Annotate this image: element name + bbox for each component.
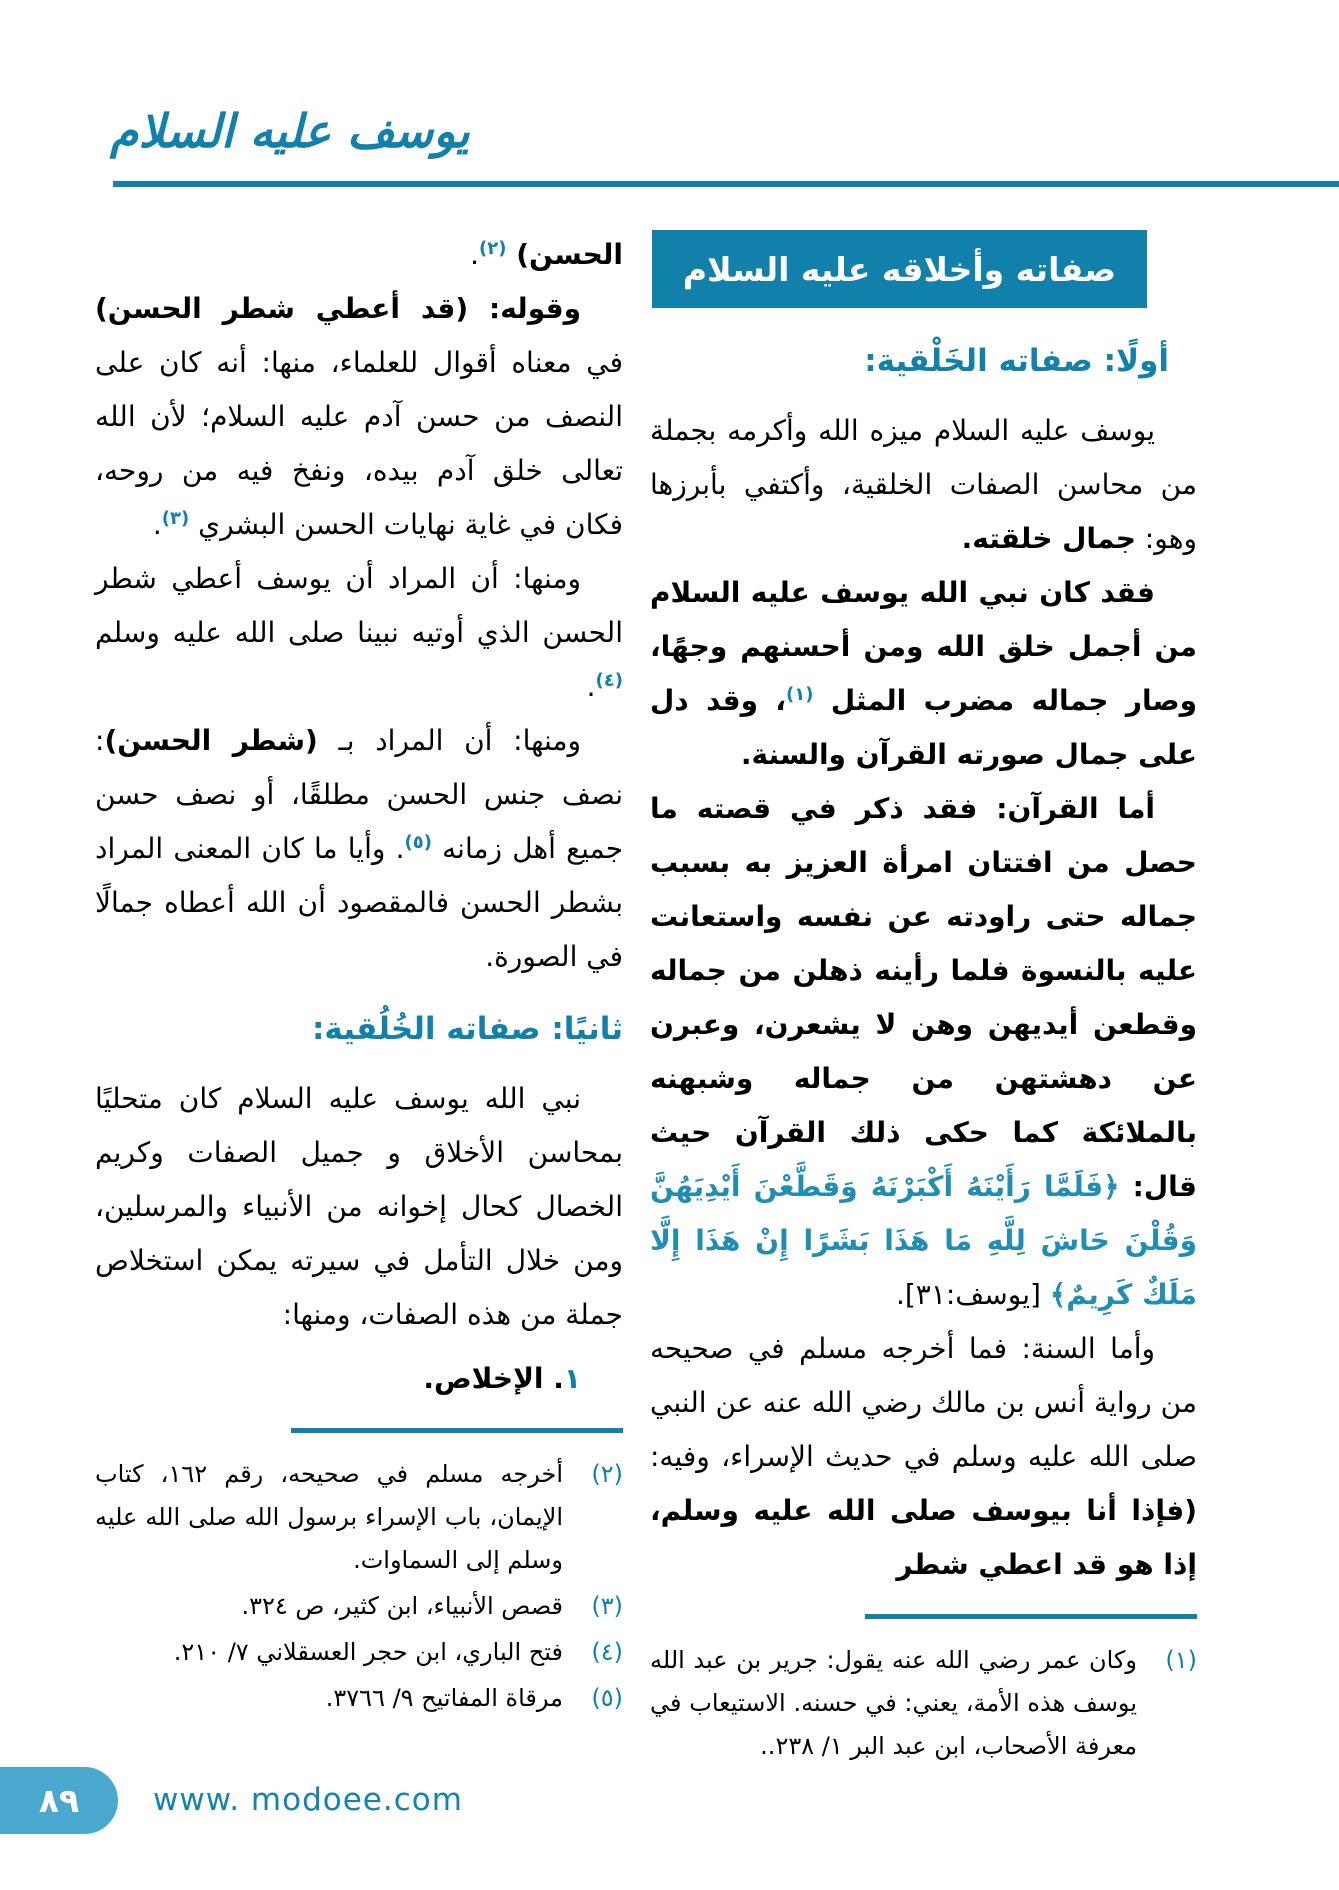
column-right [650, 228, 1197, 1771]
paragraph [95, 714, 623, 984]
page-number-badge [0, 1767, 118, 1834]
page-header-title: يوسف عليه السلام [110, 104, 470, 158]
footnote [95, 1453, 623, 1582]
two-column-layout [95, 228, 1197, 1771]
footnote-reference: (٥) [404, 832, 432, 853]
section-title-box [652, 230, 1147, 308]
footnote-separator [291, 1428, 623, 1433]
footnote-number: (٢) [591, 1460, 623, 1488]
column-left [95, 228, 623, 1723]
text-segment: . [470, 238, 479, 271]
paragraph [95, 1000, 623, 1058]
footnote-text: أخرجه مسلم في صحيحه، رقم ١٦٢، كتاب الإيمان، باب الإسراء برسول الله صلى الله عليه وسلم إلى السماوات. [95, 1460, 563, 1574]
text-segment: (فإذا أنا بيوسف صلى الله عليه وسلم، إذا هو قد اعطي شطر [650, 1494, 1197, 1581]
text-segment: يوسف عليه السلام ميزه الله وأكرمه بجملة من محاسن الصفات الخلقية، وأكتفي بأبرزها وهو: [650, 414, 1197, 555]
text-segment: وقوله: (قد أعطي شطر الحسن) [95, 292, 581, 325]
page-number: ٨٩ [38, 1781, 80, 1820]
right-column-body [650, 404, 1197, 1592]
text-segment: . الإخلاص. [423, 1362, 564, 1395]
text-segment: . [152, 508, 162, 541]
text-segment: ومنها: أن المراد أن يوسف أعطي شطر الحسن الذي أوتيه نبينا صلى الله عليه وسلم [95, 562, 623, 649]
text-segment: : نصف جنس الحسن مطلقًا، أو نصف حسن جميع أهل زمانه [95, 724, 624, 865]
paragraph [650, 1322, 1197, 1592]
text-segment: نبي الله يوسف عليه السلام كان متحليًا بمحاسن الأخلاق و جميل الصفات وكريم الخصال كحال إخوانه من الأنبياء والمرسلين، ومن خلال التأمل في سيرته يمكن استخلاص جملة من هذه الصفات، ومنها: [95, 1082, 623, 1331]
footnote-number: (٥) [591, 1684, 623, 1712]
footnote-text: قصص الأنبياء، ابن كثير، ص ٣٢٤. [241, 1592, 563, 1620]
footnote-text: فتح الباري، ابن حجر العسقلاني ٧/ ٢١٠. [173, 1638, 563, 1666]
text-segment: (شطر الحسن) [104, 724, 318, 757]
text-segment: أما القرآن: فقد ذكر في قصته ما حصل من افتتان امرأة العزيز به بسبب جماله حتى راودته عن نفسه واستعانت عليه بالنسوة فلما رأينه ذهلن من جماله وقطعن أيديهن وهن لا يشعرن، وعبرن عن دهشتهن من جماله وشبهنه بالملائكة كما حكى ذلك القرآن حيث قال: [650, 792, 1197, 1203]
footnote [95, 1631, 623, 1674]
footnote-reference: (٣) [161, 508, 190, 529]
footnote-number: (٣) [591, 1592, 623, 1620]
left-column-body [95, 228, 623, 1406]
footnote-reference: (٤) [595, 670, 623, 691]
left-column-footnotes [95, 1453, 623, 1720]
heading-physical-attributes: أولًا: صفاته الخَلْقية: [864, 343, 1169, 379]
quran-verse: ﴿فَلَمَّا رَأَيْنَهُ أَكْبَرْنَهُ وَقَطَّعْنَ أَيْدِيَهُنَّ وَقُلْنَ حَاشَ لِلَّهِ مَا هَذَا بَشَرًا إِنْ هَذَا إِلَّا مَلَكٌ كَرِيمٌ﴾ [650, 1170, 1197, 1311]
footnote-separator [865, 1614, 1197, 1619]
footnote-number: (١) [1165, 1646, 1197, 1674]
paragraph [95, 228, 623, 282]
text-segment: ١ [563, 1362, 581, 1395]
section-title: صفاته وأخلاقه عليه السلام [682, 249, 1117, 289]
text-segment: [يوسف:٣١]. [895, 1278, 1050, 1311]
text-segment: ثانيًا: صفاته الخُلُقية: [312, 1011, 623, 1047]
right-column-footnotes [650, 1639, 1197, 1768]
footnote-text: مرقاة المفاتيح ٩/ ٣٧٦٦. [325, 1684, 563, 1712]
text-segment: . [586, 670, 596, 703]
footnote-reference: (٢) [479, 238, 507, 259]
paragraph [650, 566, 1197, 782]
footnote-reference: (١) [786, 684, 814, 705]
paragraph [650, 404, 1197, 566]
text-segment: الحسن) [506, 238, 623, 271]
footnote [650, 1639, 1197, 1768]
footnote [95, 1585, 623, 1628]
paragraph [650, 782, 1197, 1322]
header-divider [113, 181, 1339, 187]
text-segment: . وأيا ما كان المعنى المراد بشطر الحسن فالمقصود أن الله أعطاه جمالًا في الصورة. [95, 832, 623, 973]
text-segment: فقد كان نبي الله يوسف عليه السلام من أجمل خلق الله ومن أحسنهم وجهًا، وصار جماله مضرب المثل [650, 576, 1197, 717]
footnote-number: (٤) [591, 1638, 623, 1666]
website-link[interactable]: www. modoee.com [153, 1782, 463, 1818]
text-segment: ومنها: أن المراد بـ [317, 724, 581, 757]
text-segment: جمال خلقته. [961, 522, 1136, 555]
paragraph [95, 1352, 623, 1406]
text-segment: وأما السنة: فما أخرجه مسلم في صحيحه من رواية أنس بن مالك رضي الله عنه عن النبي صلى الله عليه وسلم في حديث الإسراء، وفيه: [650, 1332, 1197, 1473]
paragraph [95, 552, 623, 714]
paragraph [95, 1072, 623, 1342]
footnote-text: وكان عمر رضي الله عنه يقول: جرير بن عبد الله يوسف هذه الأمة، يعني: في حسنه. الاستيعاب في معرفة الأصحاب، ابن عبد البر ١/ ٢٣٨.. [650, 1646, 1137, 1760]
text-segment: في معناه أقوال للعلماء، منها: أنه كان على النصف من حسن آدم عليه السلام؛ لأن الله تعالى خلق آدم بيده، ونفخ فيه من روحه، فكان في غاية نهايات الحسن البشري [95, 346, 623, 541]
paragraph [95, 282, 623, 552]
text-segment: ، وقد دل على جمال صورته القرآن والسنة. [650, 684, 1197, 771]
footnote [95, 1677, 623, 1720]
